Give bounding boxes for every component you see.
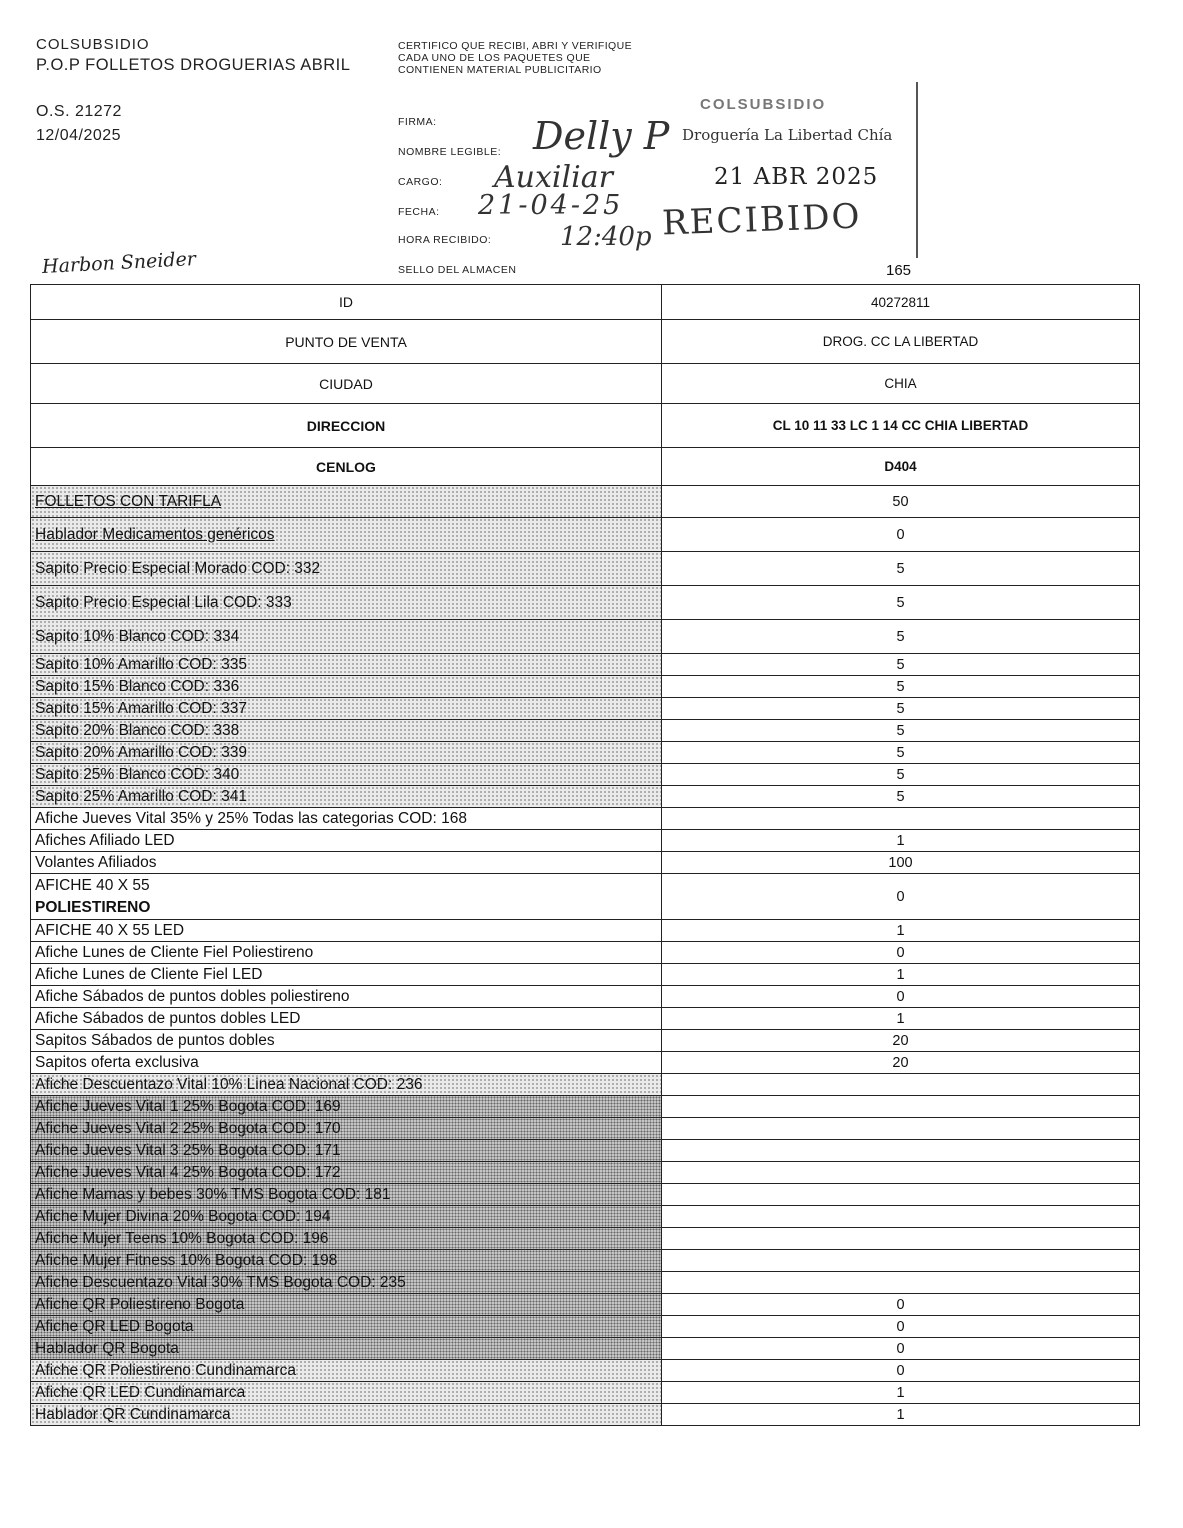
item-label: Afiche Jueves Vital 3 25% Bogota COD: 171: [30, 1140, 662, 1161]
stamp-company: COLSUBSIDIO: [700, 96, 827, 113]
nombre-value: Delly P: [533, 114, 670, 158]
item-row: [30, 1382, 1140, 1404]
item-label: Sapito 20% Blanco COD: 338: [30, 720, 662, 741]
item-quantity: 20: [662, 1052, 1140, 1073]
item-label: FOLLETOS CON TARIFLA: [30, 486, 662, 517]
item-row: [30, 808, 1140, 830]
info-row-id: [30, 284, 1140, 320]
item-quantity: 0: [662, 1338, 1140, 1359]
item-label: Afiche QR LED Cundinamarca: [30, 1382, 662, 1403]
info-value: DROG. CC LA LIBERTAD: [662, 320, 1140, 363]
info-value: 40272811: [662, 285, 1140, 319]
item-row: [30, 1140, 1140, 1162]
item-label: Volantes Afiliados: [30, 852, 662, 873]
item-row: [30, 1272, 1140, 1294]
document-header: [36, 36, 396, 145]
item-row: [30, 486, 1140, 518]
item-quantity: 5: [662, 676, 1140, 697]
item-label: Hablador QR Cundinamarca: [30, 1404, 662, 1425]
item-row: [30, 552, 1140, 586]
item-quantity: 5: [662, 764, 1140, 785]
item-row: [30, 964, 1140, 986]
item-label: Afiche Mamas y bebes 30% TMS Bogota COD: 181: [30, 1184, 662, 1205]
item-label-line1: AFICHE 40 X 55: [35, 876, 150, 894]
hora-label: HORA RECIBIDO:: [398, 234, 492, 246]
info-value: CHIA: [662, 364, 1140, 403]
item-label: Sapito 15% Blanco COD: 336: [30, 676, 662, 697]
item-label: Afiche Descuentazo Vital 10% Linea Nacional COD: 236: [30, 1074, 662, 1095]
item-quantity: 1: [662, 830, 1140, 851]
info-row-cenlog: [30, 448, 1140, 486]
fecha-label: FECHA:: [398, 206, 440, 218]
document-date: 12/04/2025: [36, 127, 122, 144]
item-label: Afiche Lunes de Cliente Fiel LED: [30, 964, 662, 985]
item-quantity: 5: [662, 742, 1140, 763]
item-quantity: [662, 1184, 1140, 1205]
item-row: [30, 874, 1140, 920]
item-row: [30, 1338, 1140, 1360]
item-quantity: [662, 1206, 1140, 1227]
item-label: Sapito 25% Amarillo COD: 341: [30, 786, 662, 807]
item-row: [30, 720, 1140, 742]
item-quantity: 0: [662, 518, 1140, 551]
item-row: [30, 1074, 1140, 1096]
stamp-date: 21 ABR 2025: [714, 164, 879, 190]
item-quantity: [662, 1140, 1140, 1161]
item-quantity: 0: [662, 942, 1140, 963]
item-row: [30, 1162, 1140, 1184]
item-label: Sapitos oferta exclusiva: [30, 1052, 662, 1073]
sello-label: SELLO DEL ALMACEN: [398, 264, 517, 276]
item-label: Afiche Mujer Teens 10% Bogota COD: 196: [30, 1228, 662, 1249]
item-row: [30, 1118, 1140, 1140]
item-quantity: [662, 1096, 1140, 1117]
item-quantity: 1: [662, 1404, 1140, 1425]
item-quantity: 100: [662, 852, 1140, 873]
item-label: Afiche Sábados de puntos dobles poliestireno: [30, 986, 662, 1007]
item-quantity: 5: [662, 620, 1140, 653]
item-quantity: 0: [662, 1316, 1140, 1337]
item-label: Sapito Precio Especial Morado COD: 332: [30, 552, 662, 585]
item-label-line2: POLIESTIRENO: [35, 898, 151, 916]
item-row: [30, 852, 1140, 874]
stamp-received: RECIBIDO: [661, 196, 863, 244]
item-quantity: 5: [662, 698, 1140, 719]
item-row: [30, 1360, 1140, 1382]
item-quantity: 1: [662, 1008, 1140, 1029]
info-label: CENLOG: [30, 448, 662, 485]
item-label: Sapito Precio Especial Lila COD: 333: [30, 586, 662, 619]
item-quantity: 5: [662, 552, 1140, 585]
info-label: ID: [30, 285, 662, 319]
item-row: [30, 942, 1140, 964]
item-quantity: [662, 1162, 1140, 1183]
handwritten-name: Harbon Sneider: [41, 247, 197, 279]
item-row: [30, 1250, 1140, 1272]
item-label: AFICHE 40 X 55 LED: [30, 920, 662, 941]
item-quantity: 5: [662, 586, 1140, 619]
order-number: O.S. 21272: [36, 103, 122, 120]
item-row: [30, 1228, 1140, 1250]
item-row: [30, 1294, 1140, 1316]
item-label: Afiche Mujer Divina 20% Bogota COD: 194: [30, 1206, 662, 1227]
item-quantity: 5: [662, 654, 1140, 675]
item-row: [30, 586, 1140, 620]
item-row: [30, 986, 1140, 1008]
item-label: Sapito 20% Amarillo COD: 339: [30, 742, 662, 763]
item-label: Afiche Descuentazo Vital 30% TMS Bogota COD: 235: [30, 1272, 662, 1293]
item-quantity: [662, 1118, 1140, 1139]
item-row: [30, 676, 1140, 698]
item-label: Hablador QR Bogota: [30, 1338, 662, 1359]
item-row: [30, 1030, 1140, 1052]
item-row: [30, 620, 1140, 654]
item-label: Afiche Jueves Vital 4 25% Bogota COD: 172: [30, 1162, 662, 1183]
item-label: Afiche Lunes de Cliente Fiel Poliestireno: [30, 942, 662, 963]
item-row: [30, 1008, 1140, 1030]
info-value: D404: [662, 448, 1140, 485]
item-quantity: [662, 1250, 1140, 1271]
item-quantity: 1: [662, 964, 1140, 985]
info-value: CL 10 11 33 LC 1 14 CC CHIA LIBERTAD: [662, 404, 1140, 447]
item-row: [30, 1206, 1140, 1228]
item-row: [30, 698, 1140, 720]
cargo-value: Auxiliar: [494, 160, 613, 195]
item-row: [30, 1184, 1140, 1206]
hora-value: 12:40p: [560, 222, 652, 252]
item-label: Hablador Medicamentos genéricos: [30, 518, 662, 551]
item-row: [30, 786, 1140, 808]
item-row: [30, 1404, 1140, 1426]
item-quantity: 0: [662, 986, 1140, 1007]
info-row-direccion: [30, 404, 1140, 448]
nombre-label: NOMBRE LEGIBLE:: [398, 146, 502, 158]
document-title: P.O.P FOLLETOS DROGUERIAS ABRIL: [36, 56, 351, 74]
item-quantity: 0: [662, 1360, 1140, 1381]
item-label: Afiche Jueves Vital 2 25% Bogota COD: 170: [30, 1118, 662, 1139]
item-label: Afiche Sábados de puntos dobles LED: [30, 1008, 662, 1029]
item-label: Sapito 15% Amarillo COD: 337: [30, 698, 662, 719]
item-quantity: [662, 1074, 1140, 1095]
item-label: Sapito 10% Blanco COD: 334: [30, 620, 662, 653]
cargo-label: CARGO:: [398, 176, 443, 188]
item-label: Afiche QR Poliestireno Cundinamarca: [30, 1360, 662, 1381]
firma-label: FIRMA:: [398, 116, 437, 128]
item-row: [30, 518, 1140, 552]
item-label: Afiche Mujer Fitness 10% Bogota COD: 198: [30, 1250, 662, 1271]
item-label: Afiche Jueves Vital 1 25% Bogota COD: 169: [30, 1096, 662, 1117]
item-row: [30, 764, 1140, 786]
item-quantity: [662, 1272, 1140, 1293]
item-quantity: 5: [662, 786, 1140, 807]
item-quantity: 50: [662, 486, 1140, 517]
item-quantity: [662, 1228, 1140, 1249]
info-row-punto-de-venta: [30, 320, 1140, 364]
info-row-ciudad: [30, 364, 1140, 404]
item-row: [30, 830, 1140, 852]
item-row: [30, 920, 1140, 942]
materials-table: [30, 284, 1140, 1426]
item-quantity: 0: [662, 1294, 1140, 1315]
item-quantity: 0: [662, 874, 1140, 919]
item-label: Sapito 10% Amarillo COD: 335: [30, 654, 662, 675]
stamp-number: 165: [886, 262, 912, 279]
company-name: COLSUBSIDIO: [36, 36, 150, 53]
stamp-store: Droguería La Libertad Chía: [682, 126, 893, 144]
item-row: [30, 654, 1140, 676]
item-row: [30, 1052, 1140, 1074]
item-quantity: 20: [662, 1030, 1140, 1051]
fecha-value: 21-04-25: [478, 190, 624, 221]
info-label: CIUDAD: [30, 364, 662, 403]
item-label: Afiche QR Poliestireno Bogota: [30, 1294, 662, 1315]
item-label: Sapitos Sábados de puntos dobles: [30, 1030, 662, 1051]
certification-text: CERTIFICO QUE RECIBI, ABRI Y VERIFIQUE CADA UNO DE LOS PAQUETES QUE CONTIENEN MATERIAL PUBLICITARIO: [398, 40, 632, 76]
item-label: Afiche QR LED Bogota: [30, 1316, 662, 1337]
item-label: Afiche Jueves Vital 35% y 25% Todas las categorias COD: 168: [30, 808, 662, 829]
store-stamp: [652, 82, 918, 258]
item-quantity: 5: [662, 720, 1140, 741]
info-label: PUNTO DE VENTA: [30, 320, 662, 363]
item-row: [30, 742, 1140, 764]
item-quantity: 1: [662, 1382, 1140, 1403]
item-row: [30, 1096, 1140, 1118]
item-quantity: [662, 808, 1140, 829]
item-label: [30, 874, 662, 919]
item-label: Sapito 25% Blanco COD: 340: [30, 764, 662, 785]
item-label: Afiches Afiliado LED: [30, 830, 662, 851]
info-label: DIRECCION: [30, 404, 662, 447]
item-row: [30, 1316, 1140, 1338]
item-quantity: 1: [662, 920, 1140, 941]
